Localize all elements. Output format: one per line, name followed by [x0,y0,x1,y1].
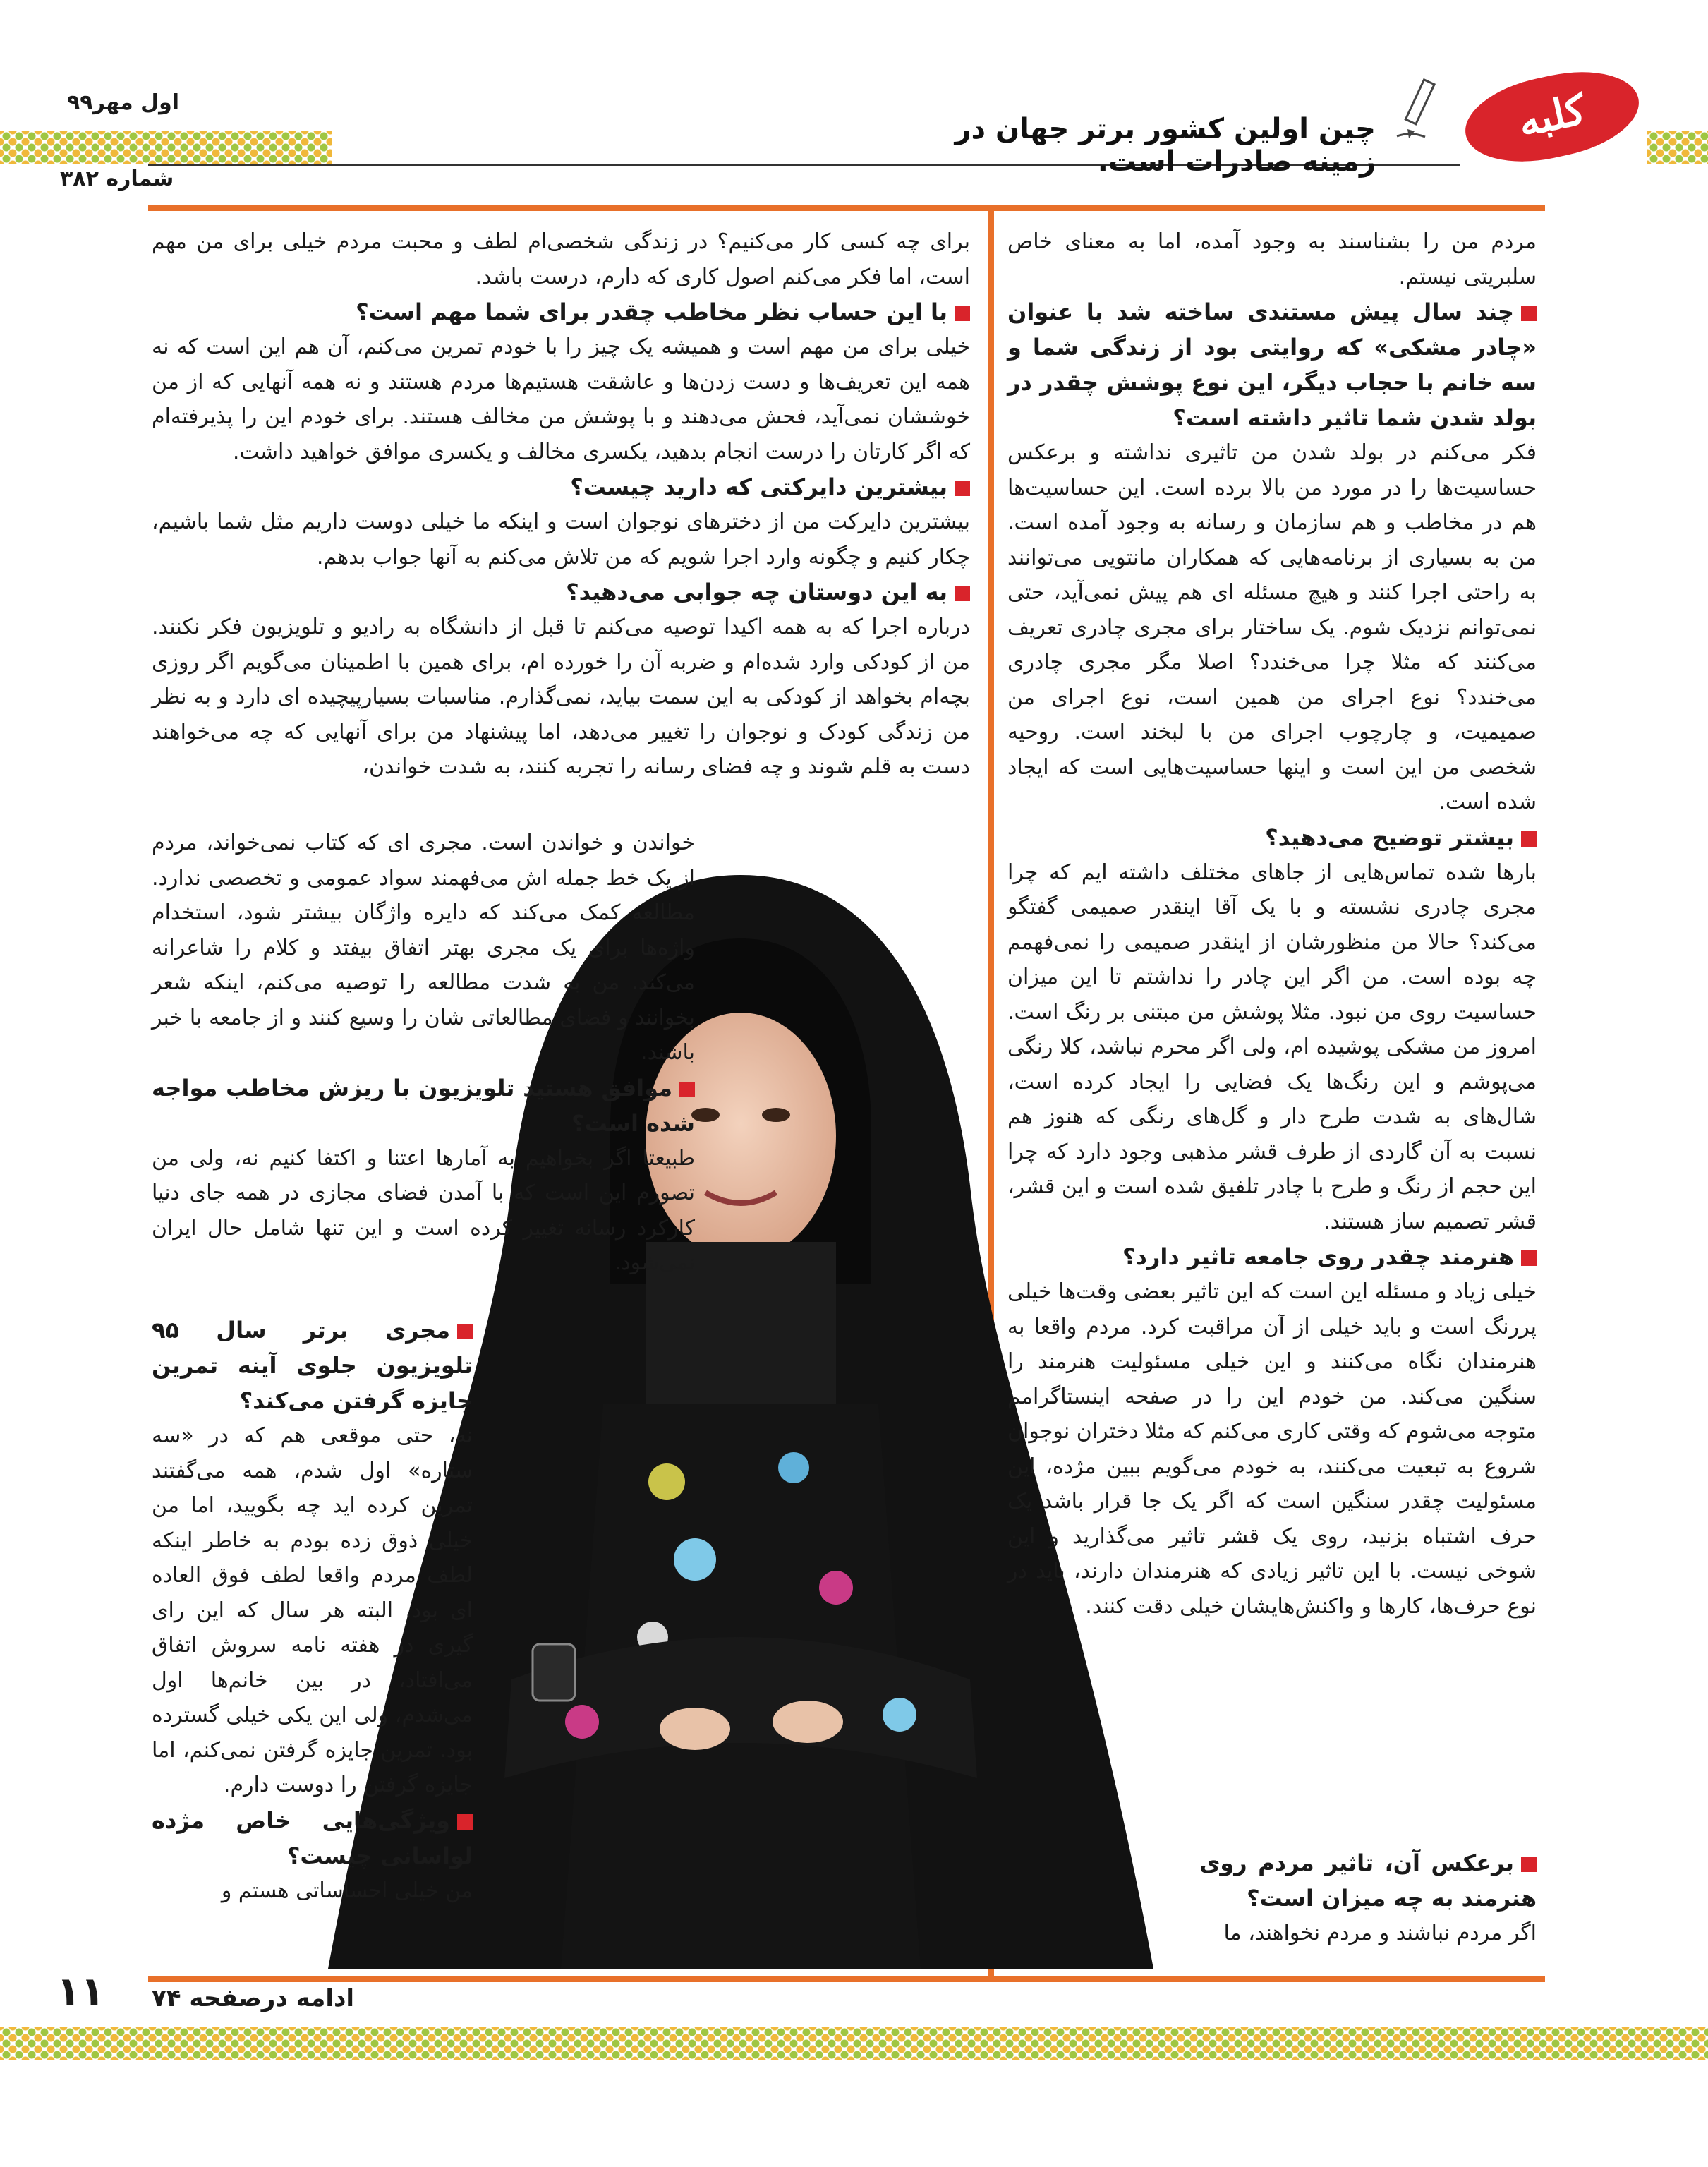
paragraph: درباره اجرا که به همه اکیدا توصیه می‌کنم تا قبل از دانشگاه به رادیو و تلویزیون فکر نکنند. من از کودکی وارد شده‌ام و ضربه آن را خورده ام، برای همین با اطمینان می‌گویم اگر روزی بچه‌ام بخواهد از کودکی به این سمت بیاید، نمی‌گذارم. مناسبات بسیارپیچیده ای دارد و به نظر من زندگی کودک و نوجوان را تغییر می‌دهد، اما پیشنهاد من برای آنهایی که چه می‌خواهند دست به قلم شوند و چه فضای رسانه را تجربه کنند، به شدت خواندن، [152,615,970,779]
paragraph: خواندن و خواندن است. مجری ای که کتاب نمی‌خواند، مردم از یک خط جمله اش می‌فهمند سواد عمومی و تخصصی ندارد. مطالعه کمک می‌کند که دایره واژگان بیشتر شود، استخدام واژه‌ها برای یک مجری بهتر اتفاق بیفتد و کلام را شاعرانه می‌کند. من به شدت مطالعه را توصیه می‌کنم، اینکه شعر بخوانند و فضای مطالعاتی شان را وسیع کنند و از جامعه با خبر باشند. [152,831,695,1065]
pencil-icon [1393,76,1443,140]
paragraph: فکر می‌کنم در بولد شدن من تاثیری نداشته و برعکس حساسیت‌ها را در مورد من بالا برده است. این حساسیت‌ها هم در مخاطب و هم سازمان و رسانه به وجود آمده است. من به بسیاری از برنامه‌هایی که همکاران مانتویی می‌توانند به راحتی اجرا کنند و هیچ مسئله ای هم پیش نمی‌آید، حتی نمی‌توانم نزدیک شوم. یک ساختار برای مجری چادری تعریف می‌کنند که مثلا چرا می‌خندد؟ اصلا مگر مجری چادری می‌خندد؟ نوع اجرای من همین است، نوع اجرای من صمیمیت، و چارچوب اجرای من با لبخند است. روحیه شخصی من این است و اینها حساسیت‌هایی است که ایجاد شده است. [1007,440,1537,814]
paragraph: بارها شده تماس‌هایی از جاهای مختلف داشته ایم که چرا مجری چادری نشسته و با یک آقا اینقدر صمیمی گفتگو می‌کند؟ حالا من منظورشان از اینقدر صمیمی را نمی‌فهمم چه بوده است. من اگر این چادر را نداشتم تا این میزان حساسیت روی من نبود. مثلا پوشش من مبتنی بر رنگ است. امروز من مشکی پوشیده ام، ولی اگر محرم نباشد، کلا رنگی می‌پوشم و این رنگ‌ها یک فضایی را ایجاد کرده است، شال‌های به شدت طرح دار و گل‌های رنگی که هنوز هم نسبت به آن گاردی از طرف قشر مذهبی وجود دارد که چرا این حجم از رنگ و طرح با چادر تلفیق شده است و این قشر، قشر تصمیم ساز هستند. [1007,859,1537,1234]
question-marker-icon [1521,1857,1537,1872]
issue-number: شماره ۳۸۲ [60,167,174,191]
question: هنرمند چقدر روی جامعه تاثیر دارد؟ [1007,1239,1537,1274]
footer-dot-stripe [0,2027,1708,2060]
page-number: ۱۱ [56,1969,105,2015]
magazine-logo [1458,59,1647,174]
question: بیشترین دایرکتی که دارید چیست؟ [152,469,970,505]
paragraph: خیلی برای من مهم است و همیشه یک چیز را با خودم تمرین می‌کنم، آن هم این است که نه همه این تعریف‌ها و دست زدن‌ها و عاشقت هستیم‌ها مردم هستند و نه همه آنهایی که از من خوششان نمی‌آید، فحش می‌دهند و با پوشش من مخالف هستند. برای خودم این را پذیرفته‌ام که اگر کارتان را درست انجام بدهید، یکسری مخالف و یکسری موافق خواهید داشت. [152,334,970,464]
question: با این حساب نظر مخاطب چقدر برای شما مهم است؟ [152,294,970,330]
question: بیشتر توضیح می‌دهید؟ [1007,820,1537,855]
paragraph: بیشترین دایرکت من از دخترهای نوجوان است و اینکه ما خیلی دوست داریم مثل شما باشیم، چکار کنیم و چگونه وارد اجرا شویم که من تلاش می‌کنم به آنها جواب بدهم. [152,509,970,569]
continued-note: ادامه درصفحه ۷۴ [152,1984,355,2012]
issue-date: اول مهر۹۹ [67,90,180,115]
question-marker-icon [955,586,970,601]
left-column-bottom [152,1312,473,1908]
question: موافق هستید تلویزیون با ریزش مخاطب مواجه شده است؟ [152,1074,695,1137]
header-dot-stripe-right [1647,131,1708,164]
question-marker-icon [457,1814,473,1830]
right-column-bottom [1199,1845,1537,1951]
right-column [1007,224,1537,1624]
question: برعکس آن، تاثیر مردم روی هنرمند به چه میزان است؟ [1199,1849,1537,1912]
question-marker-icon [1521,831,1537,847]
question: ویژگی‌هایی خاص مژده لواسانی چیست؟ [152,1806,473,1869]
question: مجری برتر سال ۹۵ تلویزیون جلوی آینه تمرین جایزه گرفتن می‌کند؟ [152,1317,473,1414]
question-marker-icon [955,306,970,321]
page-headline: چین اولین کشور برتر جهان در زمینه صادرات است. [955,113,1376,178]
header-dot-stripe-left [0,131,332,164]
bottom-orange-rule [148,1976,1545,1982]
paragraph: برای چه کسی کار می‌کنیم؟ در زندگی شخصی‌ام لطف و محبت مردم خیلی برای من مهم است، اما فکر می‌کنم اصول کاری که دارم، درست باشد. [152,229,970,289]
left-column-top [152,224,970,785]
logo-text: کلبه [1513,85,1590,147]
question-marker-icon [679,1082,695,1097]
question: چند سال پیش مستندی ساخته شد با عنوان «چادر مشکی» که روایتی بود از زندگی شما و سه خانم با حجاب دیگر، این نوع پوشش چقدر در بولد شدن شما تاثیر داشته است؟ [1007,298,1537,431]
top-orange-rule [148,205,1545,211]
paragraph: من خیلی احساساتی هستم و [221,1878,473,1903]
question-marker-icon [1521,1250,1537,1266]
paragraph: نه، حتی موقعی هم که در «سه ستاره» اول شدم، همه می‌گفتند تمرین کرده اید چه بگویید، اما من خیلی ذوق زده بودم به خاطر اینکه لطف مردم واقعا لطف فوق العاده ای بود. البته هر سال که این رای گیری در هفته نامه سروش اتفاق می‌افتاد، در بین خانم‌ها اول می‌شدم، ولی این یکی خیلی گسترده بود. تمرین جایزه گرفتن نمی‌کنم، اما جایزه گرفتن را دوست دارم. [152,1423,473,1797]
question-marker-icon [955,481,970,496]
paragraph: اگر مردم نباشند و مردم نخواهند، ما [1223,1921,1537,1945]
question: به این دوستان چه جوابی می‌دهید؟ [152,574,970,610]
paragraph: مردم من را بشناسند به وجود آمده، اما به معنای خاص سلبریتی نیستم. [1007,229,1537,289]
left-column-mid [152,826,695,1281]
question-marker-icon [457,1324,473,1339]
paragraph: طبیعتا اگر بخواهیم به آمارها اعتنا و اکتفا کنیم نه، ولی من تصورم این است که با آمدن فضای مجازی در همه جای دنیا کارکرد رسانه تغییر کرده است و این تنها شامل حال ایران نمی‌شود. [152,1145,695,1275]
paragraph: خیلی زیاد و مسئله این است که این تاثیر بعضی وقت‌ها خیلی پررنگ است و باید خیلی از آن مراقبت کرد. مردم واقعا به هنرمندان نگاه می‌کنند و این خیلی مسئولیت هنرمند را سنگین می‌کند. من خودم این را در صفحه اینستاگرامم متوجه می‌شوم که وقتی کاری می‌کنم که مثلا دختران نوجوان شروع به تبعیت می‌کنند، به خودم می‌گویم ببین مژده، این مسئولیت چقدر سنگین است که اگر یک جا قرار باشد یک حرف اشتباه بزنید، روی یک قشر تاثیر می‌گذارید و این شوخی نیست. با این تاثیر زیادی که هنرمندان دارند، باید در نوع حرف‌ها، کارها و واکنش‌هایشان خیلی دقت کنند. [1007,1279,1537,1619]
question-marker-icon [1521,306,1537,321]
